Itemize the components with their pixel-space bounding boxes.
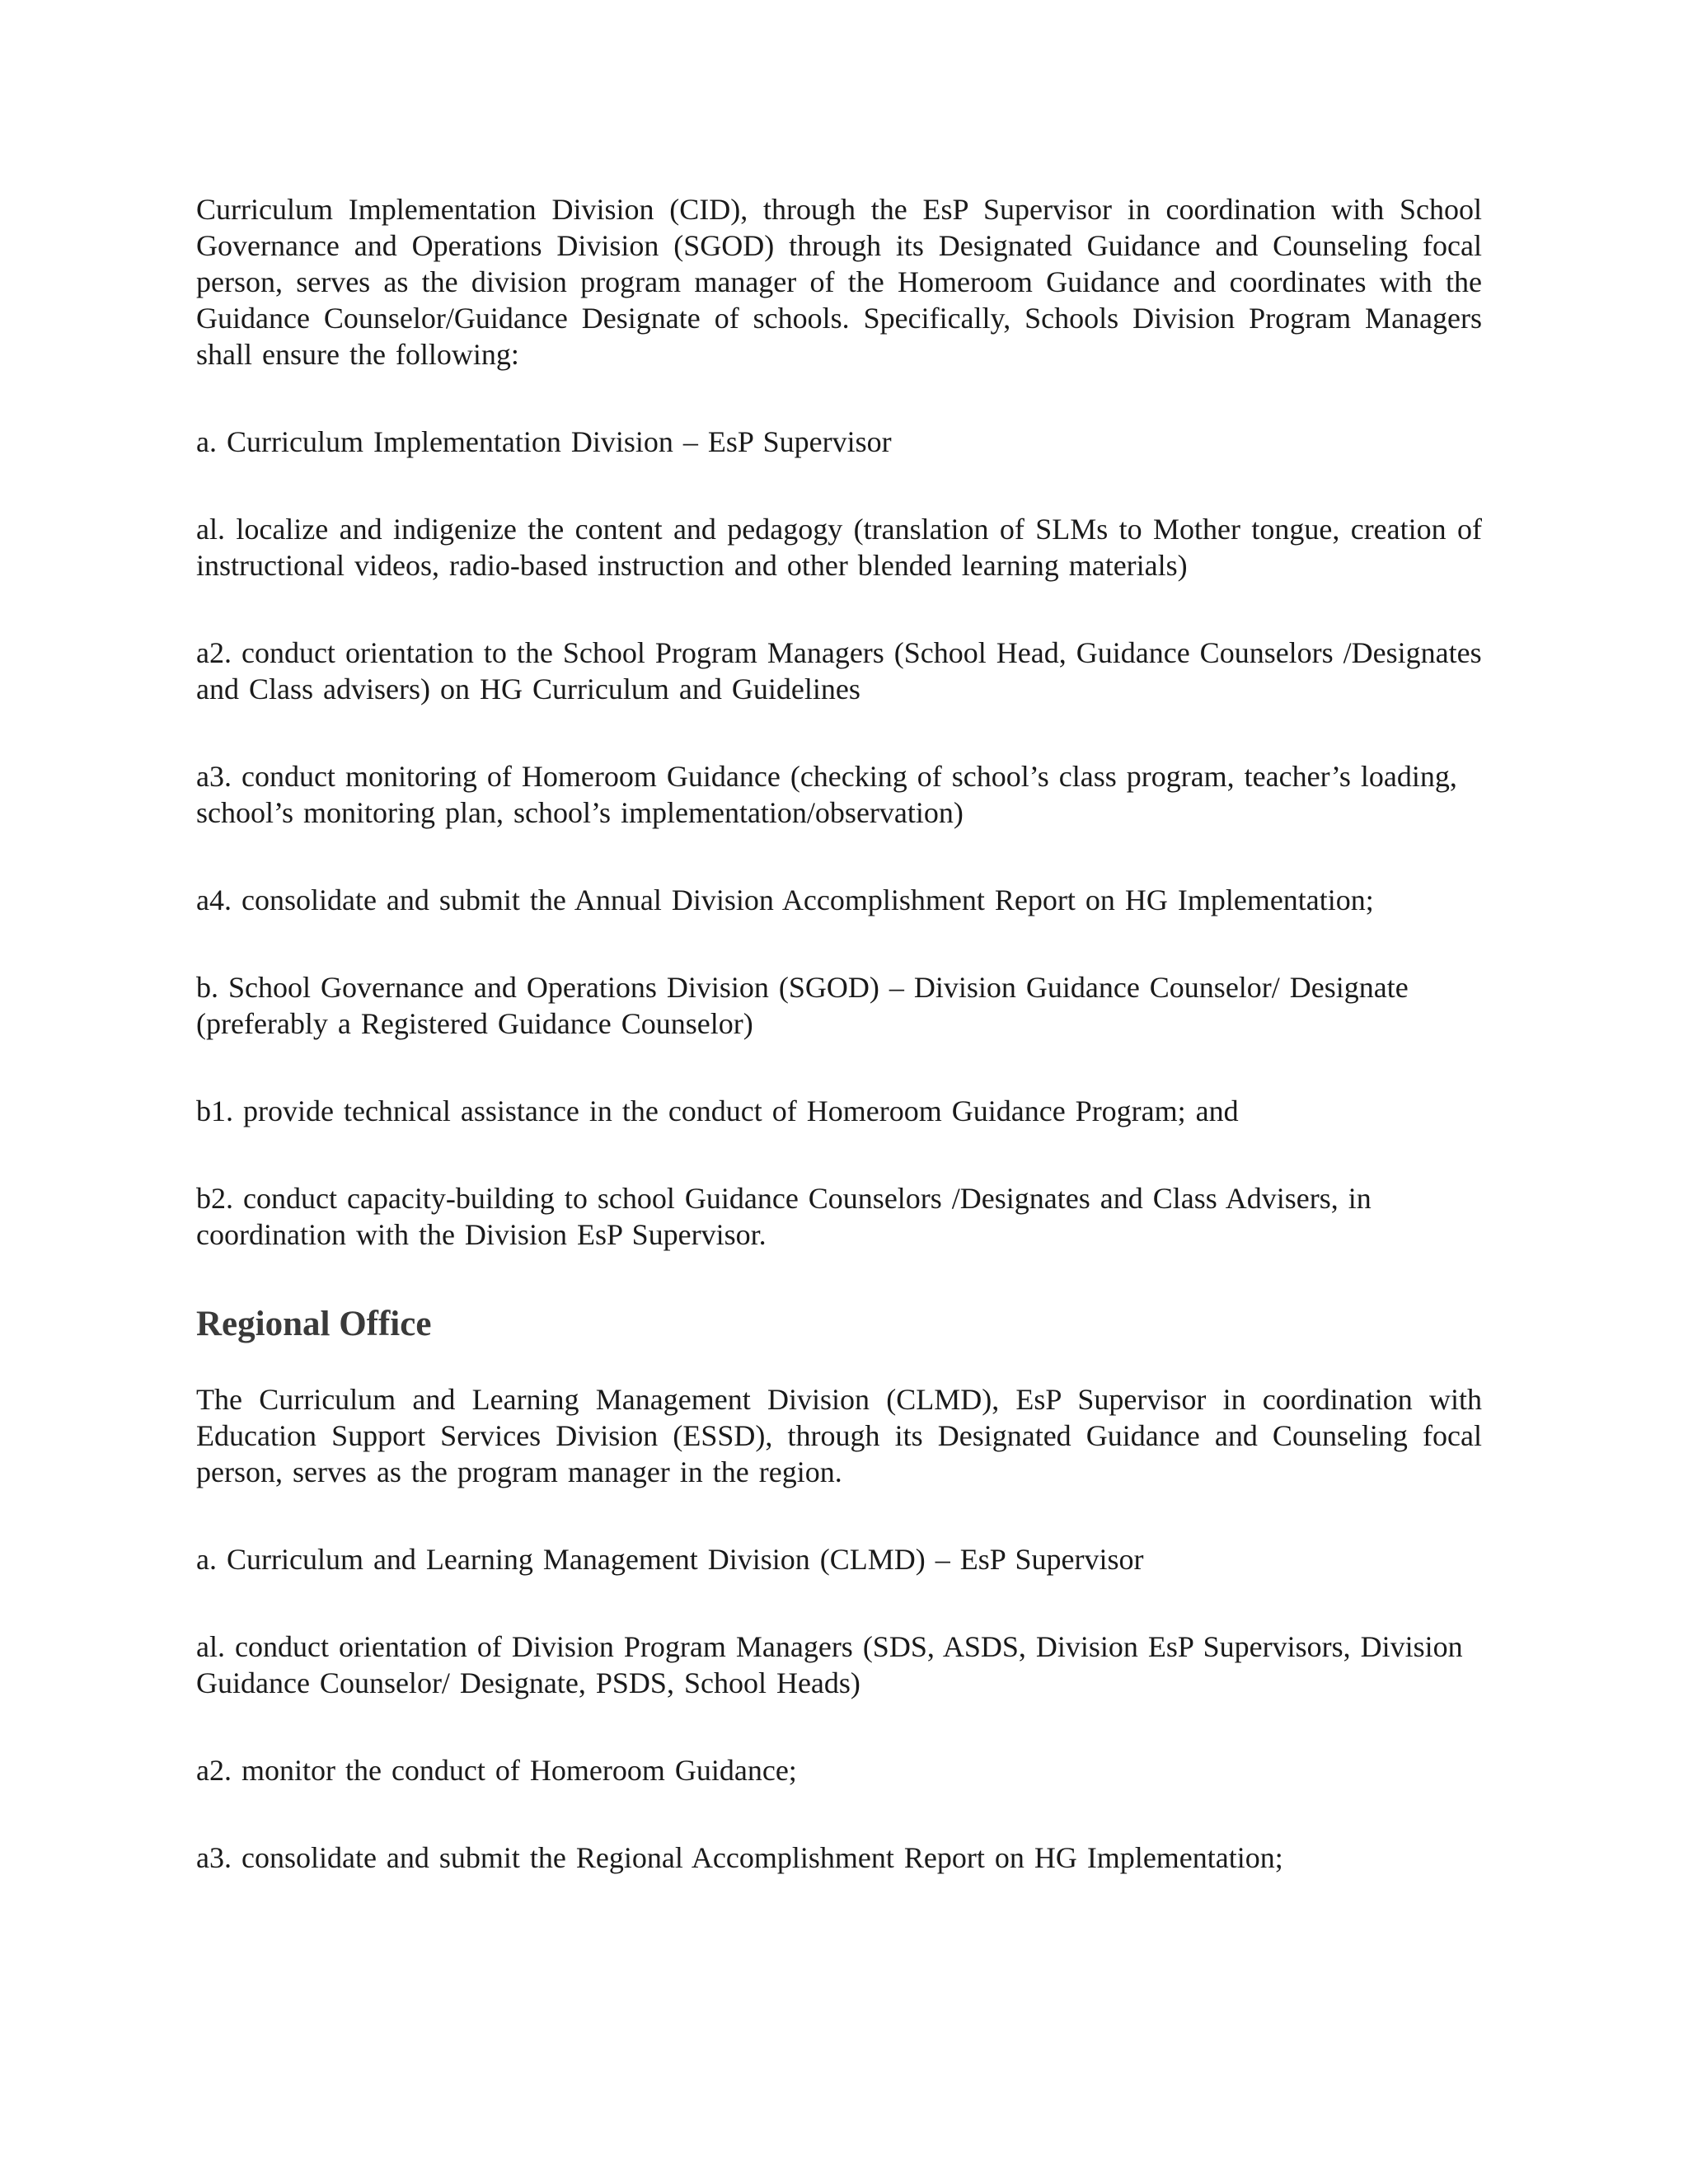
- regional-intro-paragraph: The Curriculum and Learning Management Division (CLMD), EsP Supervisor in coordination with Education Support Services Division (ESSD), through its Designated Guidance and Counseling focal person, serves as the program manager in the region.: [196, 1383, 1482, 1488]
- division-intro-paragraph: Curriculum Implementation Division (CID), through the EsP Supervisor in coordination with School Governance and Operations Division (SGOD) through its Designated Guidance and Counseling focal person, serves as the division program manager of the Homeroom Guidance and coordinates with the Guidance Counselor/Guidance Designate of schools. Specifically, Schools Division Program Managers shall ensure the following:: [196, 193, 1482, 371]
- cid-item-a2: a2. conduct orientation to the School Program Managers (School Head, Guidance Counselors /Designates and Class advisers) on HG Curriculum and Guidelines: [196, 636, 1482, 705]
- clmd-item-a3: a3. consolidate and submit the Regional Accomplishment Report on HG Implementation;: [196, 1841, 1283, 1874]
- sgod-item-b2: b2. conduct capacity-building to school Guidance Counselors /Designates and Class Advisers, in coordination with the Division EsP Supervisor.: [196, 1182, 1372, 1251]
- clmd-item-a2: a2. monitor the conduct of Homeroom Guidance;: [196, 1754, 797, 1787]
- cid-item-a4: a4. consolidate and submit the Annual Division Accomplishment Report on HG Implementation;: [196, 883, 1374, 916]
- sgod-item-b1: b1. provide technical assistance in the conduct of Homeroom Guidance Program; and: [196, 1094, 1239, 1127]
- clmd-item-a1: al. conduct orientation of Division Program Managers (SDS, ASDS, Division EsP Supervisors, Division Guidance Counselor/ Designate, PSDS, School Heads): [196, 1630, 1463, 1699]
- clmd-heading: a. Curriculum and Learning Management Division (CLMD) – EsP Supervisor: [196, 1543, 1144, 1576]
- regional-office-heading: Regional Office: [196, 1305, 432, 1343]
- cid-heading: a. Curriculum Implementation Division – EsP Supervisor: [196, 425, 892, 458]
- document-body: [196, 191, 1482, 1876]
- cid-item-a1: al. localize and indigenize the content and pedagogy (translation of SLMs to Mother tongue, creation of instructional videos, radio-based instruction and other blended learning materials): [196, 513, 1482, 582]
- sgod-heading: b. School Governance and Operations Division (SGOD) – Division Guidance Counselor/ Designate (preferably a Registered Guidance Counselor): [196, 971, 1409, 1040]
- cid-item-a3: a3. conduct monitoring of Homeroom Guidance (checking of school’s class program, teacher’s loading, school’s monitoring plan, school’s implementation/observation): [196, 760, 1457, 829]
